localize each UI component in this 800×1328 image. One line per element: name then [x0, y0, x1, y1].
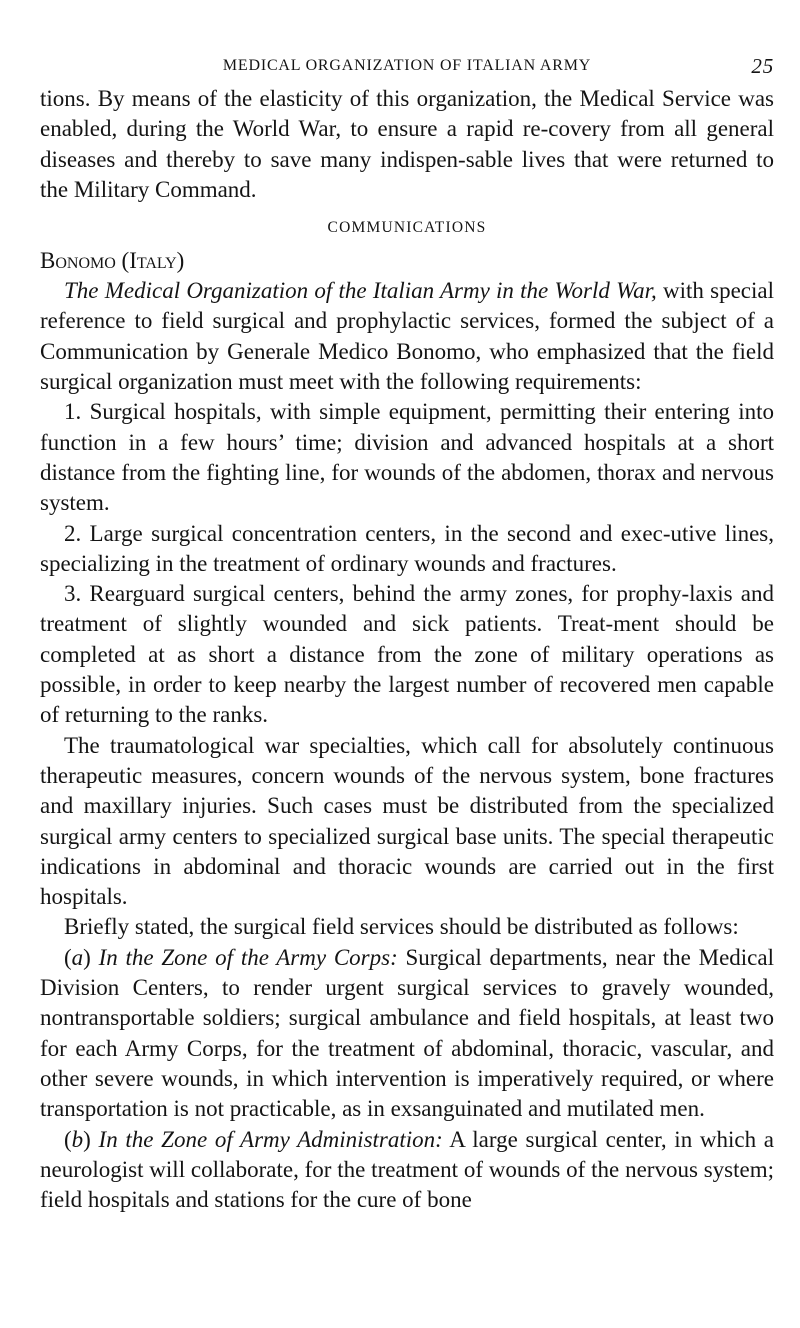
- zone-title-a: In the Zone of the Army Corps:: [98, 944, 398, 970]
- zone-paragraph-a: (a) In the Zone of the Army Corps: Surgical departments, near the Medical Division Centers, to render urgent surgical services to gravely wounded, nontransportable soldiers; surgical ambulance and field hospitals, at least two for each Army Corps, for the treatment of abdominal, thoracic, vascular, and other severe wounds, in which intervention is imperatively required, or where transportation is not practicable, as in exsanguinated and mutilated men.: [40, 944, 774, 1122]
- opening-paragraph: tions. By means of the elasticity of this organization, the Medical Service was enabled, during the World War, to ensure a rapid re-covery from all general diseases and thereby to save many indispen-sable lives that were returned to the Military Command.: [40, 86, 774, 202]
- zone-label-a: a: [71, 944, 84, 970]
- intro-text: with special reference to field surgical and prophylactic services, formed the subject of a Communication by Generale Medico Bonomo, who emphasized that the field surgical organization must meet with the following requirements:: [40, 278, 775, 395]
- zone-paragraph-b: (b) In the Zone of Army Administration: A large surgical center, in which a neurologist will collaborate, for the treatment of wounds of the nervous system; field hospitals and stations for the cure of bone: [40, 1126, 774, 1213]
- running-title: MEDICAL ORGANIZATION OF ITALIAN ARMY: [222, 57, 592, 74]
- communication-title: The Medical Organization of the Italian Army in the World War,: [64, 278, 657, 304]
- section-heading: COMMUNICATIONS: [327, 219, 487, 237]
- requirement-item-3: 3. Rearguard surgical centers, behind the army zones, for prophy-laxis and treatment of slightly wounded and sick patients. Treat-ment should be completed at as short a distance from the zone of military operations as possible, in order to keep nearby the largest number of recovered men capable of returning to the ranks.: [40, 581, 774, 728]
- briefly-paragraph: Briefly stated, the surgical field services should be distributed as follows:: [64, 914, 739, 940]
- zone-text-a: Surgical departments, near the Medical Division Centers, to render urgent surgical services to gravely wounded, nontransportable soldiers; surgical ambulance and field hospitals, at least two for each Army Corps, for the treatment of abdominal, thoracic, vascular, and other severe wounds, in which intervention is imperatively required, or where transportation is not practicable, as in exsanguinated and mutilated men.: [40, 944, 774, 1122]
- running-head: [40, 48, 774, 84]
- page-number: 25: [751, 54, 774, 78]
- specialties-paragraph: The traumatological war specialties, which call for absolutely continuous therapeutic measures, concern wounds of the nervous system, bone fractures and maxillary injuries. Such cases must be distributed from the specialized surgical army centers to specialized surgical base units. The special therapeutic indications in abdominal and thoracic wounds are carried out in the first hospitals.: [40, 732, 774, 910]
- zone-title-b: In the Zone of Army Administration:: [98, 1126, 443, 1152]
- requirement-item-2: 2. Large surgical concentration centers, in the second and exec-utive lines, specializing in the treatment of ordinary wounds and fractures.: [40, 520, 774, 576]
- document-page: [40, 48, 774, 1215]
- author-line: Bonomo (Italy): [40, 248, 185, 274]
- requirement-item-1: 1. Surgical hospitals, with simple equipment, permitting their entering into function in a few hours’ time; division and advanced hospitals at a short distance from the fighting line, for wounds of the abdomen, thorax and nervous system.: [40, 399, 774, 516]
- zone-label-b: b: [71, 1126, 84, 1152]
- intro-paragraph: [40, 276, 774, 397]
- zone-text-b: A large surgical center, in which a neurologist will collaborate, for the treatment of wounds of the nervous system; field hospitals and stations for the cure of bone: [40, 1126, 774, 1213]
